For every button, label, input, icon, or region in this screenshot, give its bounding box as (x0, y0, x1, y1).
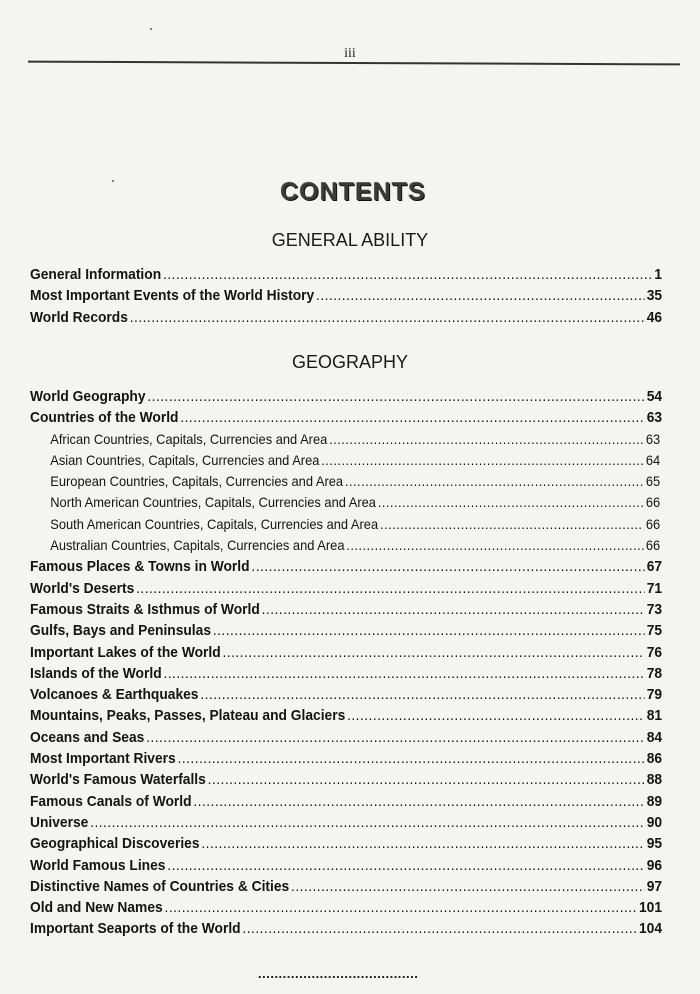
toc-entry-title: Important Seaports of the World (30, 920, 241, 938)
toc-dot-leader (200, 684, 645, 705)
toc-dot-leader (136, 578, 645, 599)
toc-entry-page: 66 (645, 515, 661, 532)
toc-entry-page: 89 (646, 792, 663, 810)
toc-dot-leader (165, 897, 638, 918)
toc-entry[interactable] (30, 620, 662, 641)
speck (150, 28, 152, 30)
toc-dot-leader (380, 514, 644, 535)
toc-dot-leader (346, 535, 644, 556)
toc-dot-leader (329, 429, 644, 450)
toc-entry[interactable] (30, 812, 662, 833)
toc-entry-title: Famous Canals of World (30, 792, 192, 810)
toc-entry-title: European Countries, Capitals, Currencies and Area (50, 473, 344, 490)
toc-entry-title: Countries of the World (30, 409, 179, 427)
toc-entry-title: Australian Countries, Capitals, Currencies and Area (50, 537, 345, 554)
toc-entry[interactable] (30, 897, 662, 918)
toc-dot-leader (213, 620, 645, 641)
toc-entry-title: World Records (30, 308, 128, 326)
toc-entry-title: Famous Straits & Isthmus of World (30, 600, 260, 618)
toc-entry[interactable] (30, 855, 662, 876)
toc-geography (30, 386, 662, 940)
toc-general-ability (30, 264, 662, 328)
toc-dot-leader (90, 812, 645, 833)
toc-dot-leader (223, 642, 645, 663)
toc-entry-page: 97 (646, 877, 663, 895)
toc-entry-page: 46 (646, 308, 663, 326)
toc-dot-leader (178, 748, 645, 769)
toc-entry-page: 67 (646, 558, 663, 576)
toc-entry-page: 66 (645, 537, 661, 554)
toc-entry-title: World Famous Lines (30, 856, 166, 874)
toc-dot-leader (242, 918, 637, 939)
toc-entry-title: Volcanoes & Earthquakes (30, 686, 199, 704)
toc-entry-page: 63 (645, 430, 661, 447)
toc-entry-page: 90 (646, 813, 663, 831)
toc-entry-title: South American Countries, Capitals, Currencies and Area (50, 515, 379, 532)
toc-dot-leader (378, 492, 644, 513)
toc-dot-leader (146, 727, 645, 748)
toc-entry[interactable] (30, 727, 662, 748)
toc-dot-leader (208, 769, 645, 790)
toc-entry-page: 104 (639, 920, 663, 938)
toc-dot-leader (291, 876, 645, 897)
toc-entry[interactable] (30, 429, 660, 450)
toc-dot-leader (130, 307, 645, 328)
toc-entry-page: 63 (646, 409, 663, 427)
toc-entry-title: Distinctive Names of Countries & Cities (30, 877, 290, 895)
toc-entry[interactable] (30, 407, 662, 428)
toc-entry-page: 64 (645, 451, 661, 468)
toc-dot-leader (321, 450, 644, 471)
toc-entry-page: 73 (646, 600, 663, 618)
toc-entry-title: General Information (30, 266, 162, 283)
toc-entry-page: 35 (646, 287, 663, 305)
toc-entry[interactable] (30, 556, 662, 577)
toc-entry-page: 84 (646, 728, 663, 746)
section-heading-general-ability: GENERAL ABILITY (271, 230, 429, 250)
toc-entry-page: 1 (654, 266, 663, 283)
toc-entry-page: 81 (646, 707, 663, 725)
toc-entry-page: 96 (646, 856, 663, 874)
toc-dot-leader (347, 705, 645, 726)
toc-entry-title: Mountains, Peaks, Passes, Plateau and Glaciers (30, 707, 346, 725)
toc-entry-page: 78 (646, 664, 663, 682)
toc-dot-leader (163, 264, 653, 285)
toc-entry-page: 88 (646, 771, 663, 789)
toc-entry-title: Asian Countries, Capitals, Currencies and Area (50, 451, 320, 468)
toc-entry-title: North American Countries, Capitals, Currencies and Area (50, 494, 376, 511)
toc-entry-page: 101 (639, 899, 663, 917)
toc-entry[interactable] (30, 471, 660, 492)
toc-dot-leader (316, 285, 645, 306)
toc-entry-title: Oceans and Seas (30, 728, 145, 746)
toc-entry[interactable] (30, 876, 662, 897)
toc-entry[interactable] (30, 386, 662, 407)
footer-leader: ....................................... (258, 966, 419, 981)
toc-entry[interactable] (30, 450, 660, 471)
toc-entry[interactable] (30, 642, 662, 663)
toc-entry-page: 95 (646, 835, 663, 853)
toc-dot-leader (163, 663, 644, 684)
toc-dot-leader (147, 386, 644, 407)
toc-entry-title: Gulfs, Bays and Peninsulas (30, 622, 211, 640)
toc-entry-title: Old and New Names (30, 899, 163, 917)
page-number: iii (344, 46, 356, 61)
toc-entry-page: 76 (646, 643, 663, 661)
toc-entry-page: 54 (646, 388, 663, 405)
toc-dot-leader (193, 791, 644, 812)
contents-title: CONTENTS (280, 178, 426, 206)
toc-entry[interactable] (30, 748, 662, 769)
toc-entry[interactable] (30, 833, 662, 854)
toc-entry[interactable] (30, 578, 662, 599)
toc-entry[interactable] (30, 307, 662, 328)
toc-entry-page: 86 (646, 750, 663, 768)
toc-entry-page: 79 (646, 686, 663, 704)
toc-entry[interactable] (30, 769, 662, 790)
toc-dot-leader (180, 407, 645, 428)
toc-entry-page: 75 (646, 622, 663, 640)
toc-entry[interactable] (30, 285, 662, 306)
toc-entry-title: World's Deserts (30, 579, 135, 597)
toc-entry-title: Important Lakes of the World (30, 643, 221, 661)
toc-entry-page: 66 (645, 494, 661, 511)
toc-entry-title: World's Famous Waterfalls (30, 771, 206, 789)
toc-entry[interactable] (30, 791, 662, 812)
toc-entry-title: Islands of the World (30, 664, 162, 682)
toc-entry-title: Famous Places & Towns in World (30, 558, 250, 576)
toc-entry-title: Most Important Events of the World History (30, 287, 315, 305)
toc-entry[interactable] (30, 492, 660, 513)
section-heading-geography: GEOGRAPHY (291, 352, 409, 372)
toc-entry-title: World Geography (30, 388, 146, 405)
toc-entry[interactable] (30, 264, 662, 285)
toc-entry-title: Universe (30, 813, 89, 831)
toc-dot-leader (262, 599, 645, 620)
toc-dot-leader (201, 833, 644, 854)
toc-entry[interactable] (30, 535, 660, 556)
toc-dot-leader (251, 556, 644, 577)
toc-entry[interactable] (30, 684, 662, 705)
toc-dot-leader (167, 855, 645, 876)
toc-entry[interactable] (30, 705, 662, 726)
toc-entry-title: Geographical Discoveries (30, 835, 200, 853)
toc-entry[interactable] (30, 918, 662, 939)
toc-entry-page: 71 (646, 579, 663, 597)
toc-entry-title: Most Important Rivers (30, 750, 176, 768)
toc-entry[interactable] (30, 663, 662, 684)
toc-dot-leader (345, 471, 644, 492)
toc-entry-page: 65 (645, 473, 661, 490)
toc-entry[interactable] (30, 599, 662, 620)
toc-entry-title: African Countries, Capitals, Currencies and Area (50, 430, 328, 447)
toc-entry[interactable] (30, 514, 660, 535)
